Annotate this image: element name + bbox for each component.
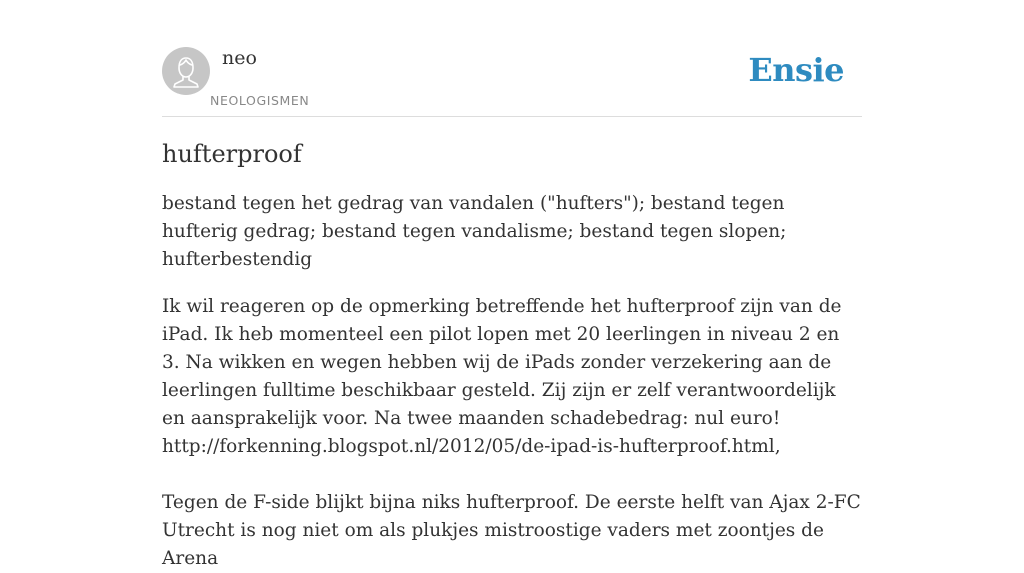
username-link[interactable]: neo bbox=[222, 47, 257, 69]
entry-title: hufterproof bbox=[162, 140, 302, 168]
header bbox=[162, 0, 862, 117]
brand-logo[interactable]: Ensie bbox=[748, 51, 844, 89]
avatar[interactable] bbox=[162, 47, 210, 95]
paragraph-spacer bbox=[162, 461, 862, 489]
comment-paragraph: Tegen de F-side blijkt bijna niks hufterproof. De eerste helft van Ajax 2-FC Utrecht is nog niet om als plukjes mistroostige vaders met zoontjes de Arena bbox=[162, 492, 861, 569]
category-label[interactable]: NEOLOGISMEN bbox=[210, 93, 310, 108]
entry-definition: bestand tegen het gedrag van vandalen ("hufters"); bestand tegen hufterig gedrag; bestand tegen vandalisme; bestand tegen slopen; hufterbestendig bbox=[162, 193, 787, 270]
comment-paragraph: Ik wil reageren op de opmerking betreffende het hufterproof zijn van de iPad. Ik heb momenteel een pilot lopen met 20 leerlingen in niveau 2 en 3. Na wikken en wegen hebben wij de iPads zonder verzekering aan de leerlingen fulltime beschikbaar gesteld. Zij zijn er zelf verantwoordelijk en aansprakelijk voor. Na twee maanden schadebedrag: nul euro! bbox=[162, 296, 842, 429]
comment-link: http://forkenning.blogspot.nl/2012/05/de-ipad-is-hufterproof.html, bbox=[162, 436, 781, 457]
entry-content bbox=[162, 138, 862, 573]
entry-comment bbox=[162, 293, 862, 573]
user-icon bbox=[162, 47, 210, 95]
